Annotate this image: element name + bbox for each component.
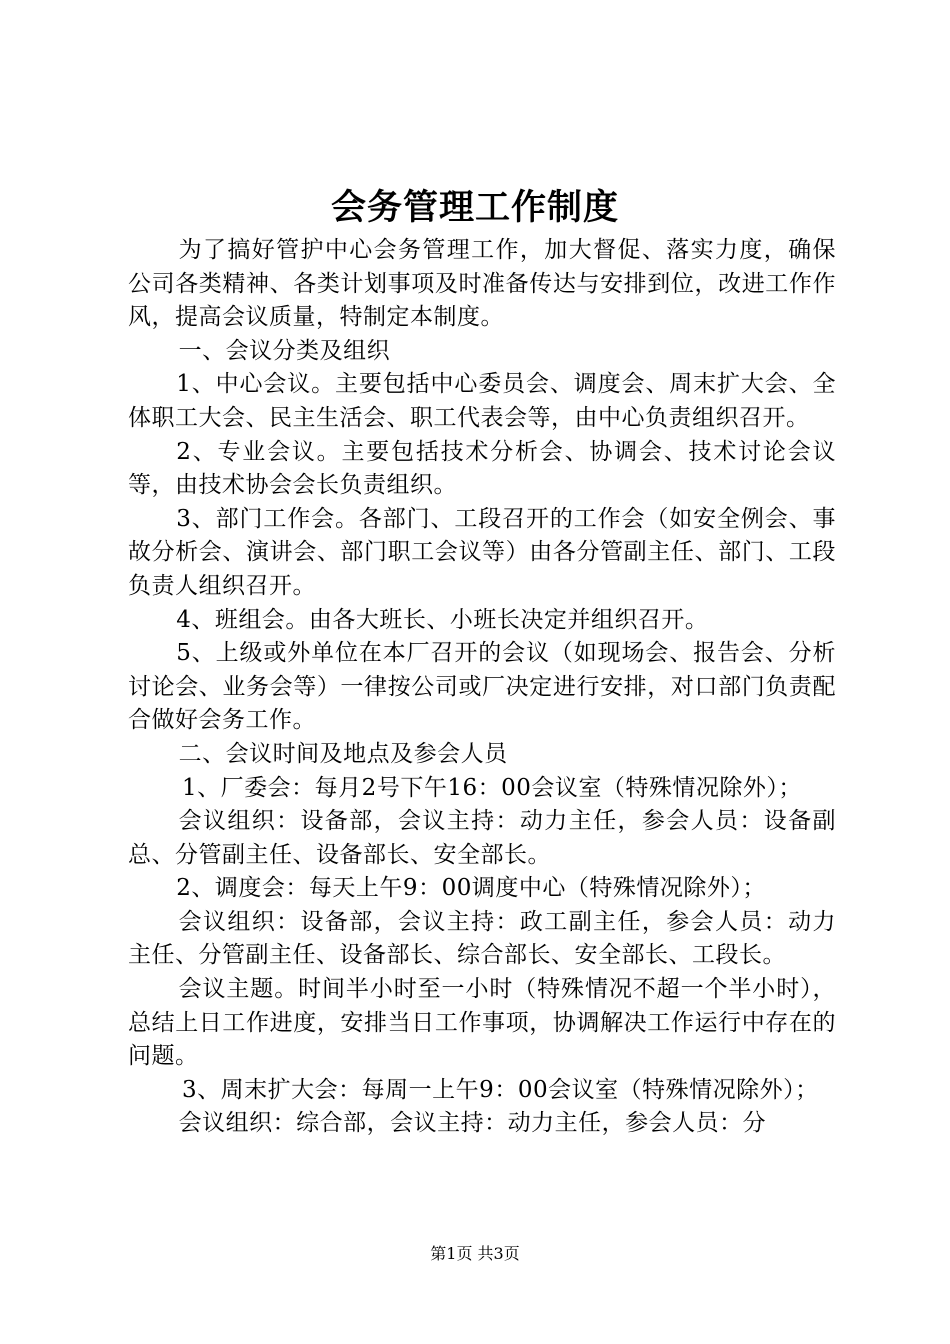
paragraph-team-meeting: 4、班组会。由各大班长、小班长决定并组织召开。	[176, 606, 709, 633]
page-footer: 第1页 共3页	[430, 1244, 520, 1263]
intro-paragraph: 为了搞好管护中心会务管理工作，加大督促、落实力度，确保公司各类精神、各类计划事项及时准备传达与安排到位，改进工作作风，提高会议质量，特制定本制度。	[128, 237, 836, 331]
paragraph-factory-committee-organization: 会议组织：设备部，会议主持：动力主任，参会人员：设备副总、分管副主任、设备部长、安全部长。	[128, 808, 836, 868]
paragraph-weekend-meeting-organization: 会议组织：综合部，会议主持：动力主任，参会人员：分	[178, 1110, 767, 1137]
paragraph-dispatch-meeting-organization: 会议组织：设备部，会议主持：政工副主任，参会人员：动力主任、分管副主任、设备部长、综合部长、安全部长、工段长。	[128, 908, 836, 969]
document-title: 会务管理工作制度	[330, 187, 619, 228]
paragraph-professional-meeting: 2、专业会议。主要包括技术分析会、协调会、技术讨论会议等，由技术协会会长负责组织。	[128, 438, 836, 499]
paragraph-center-meeting: 1、中心会议。主要包括中心委员会、调度会、周末扩大会、全体职工大会、民主生活会、职工代表会等，由中心负责组织召开。	[128, 371, 836, 431]
document-body	[128, 234, 836, 1141]
paragraph-external-meeting: 5、上级或外单位在本厂召开的会议（如现场会、报告会、分析讨论会、业务会等）一律按公司或厂决定进行安排，对口部门负责配合做好会务工作。	[128, 640, 836, 734]
paragraph-dispatch-meeting: 2、调度会：每天上午9：00调度中心（特殊情况除外）；	[176, 875, 766, 902]
paragraph-department-meeting: 3、部门工作会。各部门、工段召开的工作会（如安全例会、事故分析会、演讲会、部门职工会议等）由各分管副主任、部门、工段负责人组织召开。	[128, 505, 836, 599]
paragraph-factory-committee: 1、厂委会：每月2号下午16：00会议室（特殊情况除外）；	[182, 774, 802, 801]
paragraph-weekend-meeting: 3、周末扩大会：每周一上午9：00会议室（特殊情况除外）；	[182, 1076, 819, 1103]
paragraph-meeting-topic: 会议主题。时间半小时至一小时（特殊情况不超一个半小时），总结上日工作进度，安排当日工作事项，协调解决工作运行中存在的问题。	[128, 976, 836, 1070]
section-heading-2: 二、会议时间及地点及参会人员	[178, 740, 508, 767]
section-heading-1: 一、会议分类及组织	[178, 337, 391, 364]
